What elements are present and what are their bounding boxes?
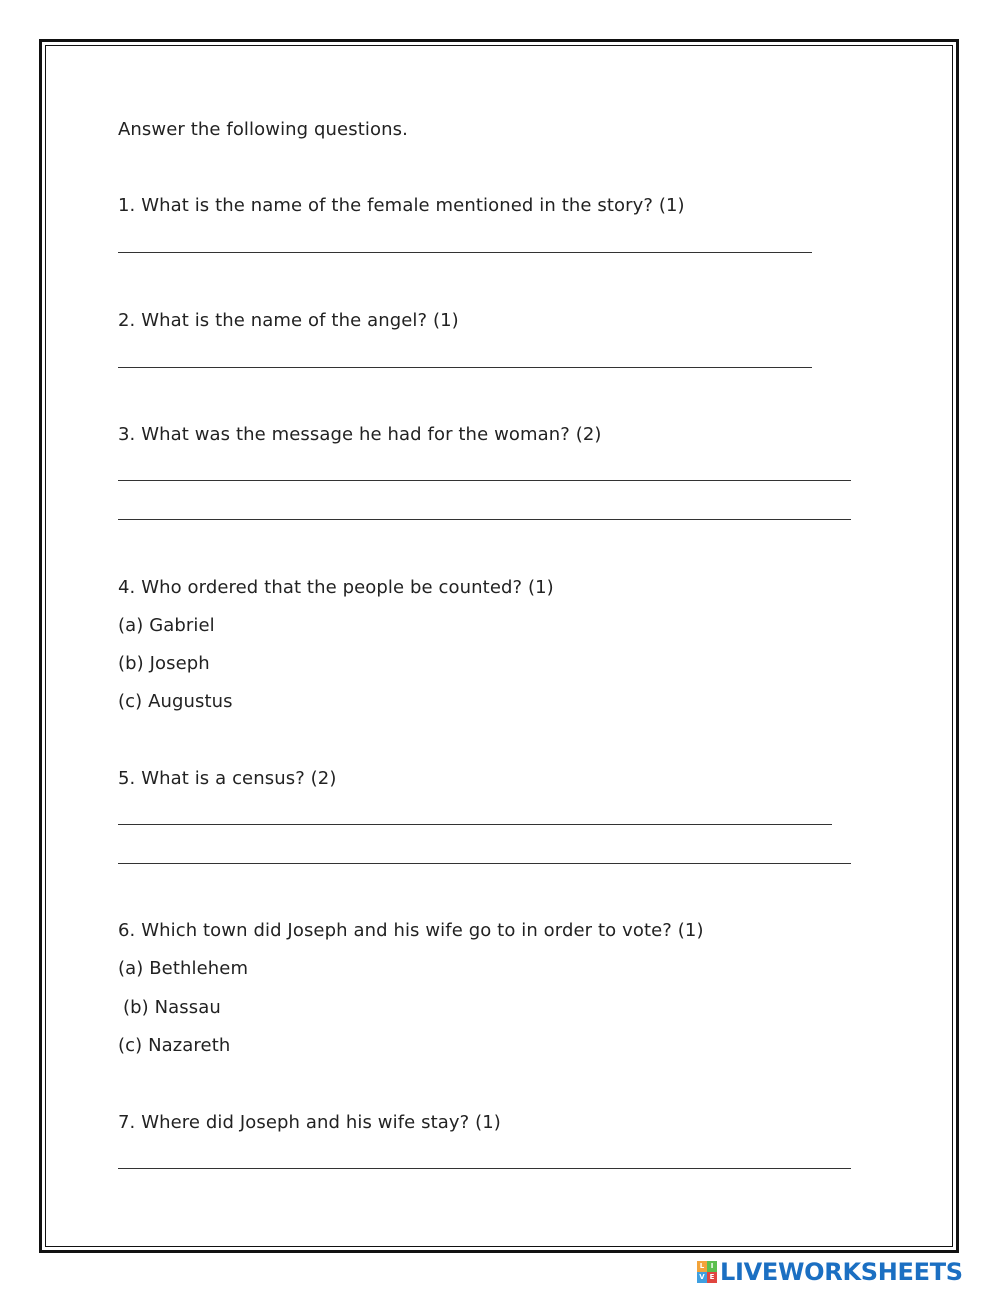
question-6: 6. Which town did Joseph and his wife go to in order to vote? (1): [118, 920, 704, 941]
question-6-option-b[interactable]: (b) Nassau: [123, 997, 221, 1018]
answer-line-2[interactable]: [118, 367, 812, 368]
question-1: 1. What is the name of the female mentioned in the story? (1): [118, 195, 685, 216]
answer-line-5b[interactable]: [118, 863, 851, 864]
answer-line-3a[interactable]: [118, 480, 851, 481]
answer-line-7[interactable]: [118, 1168, 851, 1169]
instructions: Answer the following questions.: [118, 119, 408, 140]
question-3: 3. What was the message he had for the woman? (2): [118, 424, 602, 445]
question-2: 2. What is the name of the angel? (1): [118, 310, 459, 331]
question-6-option-a[interactable]: (a) Bethlehem: [118, 958, 249, 979]
answer-line-5a[interactable]: [118, 824, 832, 825]
answer-line-1[interactable]: [118, 252, 812, 253]
liveworksheets-logo-icon: L I V E: [697, 1261, 717, 1283]
liveworksheets-wordmark: LIVEWORKSHEETS: [720, 1258, 963, 1286]
question-4-option-c[interactable]: (c) Augustus: [118, 691, 233, 712]
answer-line-3b[interactable]: [118, 519, 851, 520]
question-4: 4. Who ordered that the people be counted? (1): [118, 577, 554, 598]
question-4-option-a[interactable]: (a) Gabriel: [118, 615, 215, 636]
question-5: 5. What is a census? (2): [118, 768, 337, 789]
question-7: 7. Where did Joseph and his wife stay? (1): [118, 1112, 501, 1133]
page-border-inner: [45, 45, 953, 1247]
question-6-option-c[interactable]: (c) Nazareth: [118, 1035, 231, 1056]
liveworksheets-brand: [697, 1259, 963, 1285]
question-4-option-b[interactable]: (b) Joseph: [118, 653, 210, 674]
